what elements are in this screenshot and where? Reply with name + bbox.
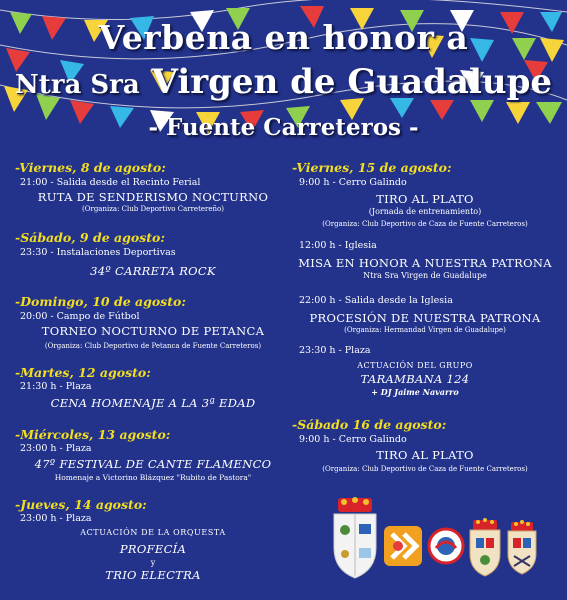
coat-of-arms-small-icon-2 bbox=[508, 520, 536, 574]
date-sabado-16: -Sábado 16 de agosto: bbox=[292, 417, 447, 432]
event-ruta-senderismo: RUTA DE SENDERISMO NOCTURNO bbox=[37, 190, 269, 204]
date-martes-12: -Martes, 12 agosto: bbox=[15, 365, 151, 380]
time-sabado-9: 23:30 - Instalaciones Deportivas bbox=[20, 247, 176, 258]
org-domingo-10: (Organiza: Club Deportivo de Petanca de Fuente Carreteros) bbox=[44, 342, 262, 350]
time-viernes-8: 21:00 - Salida desde el Recinto Ferial bbox=[20, 177, 201, 188]
time-jueves-14: 23:00 h - Plaza bbox=[20, 513, 92, 524]
event-procesion: PROCESIÓN DE NUESTRA PATRONA bbox=[309, 311, 541, 325]
event-festival-cante: 47º FESTIVAL DE CANTE FLAMENCO bbox=[34, 457, 272, 471]
date-jueves-14: -Jueves, 14 agosto: bbox=[15, 497, 147, 512]
event-torneo-petanca: TORNEO NOCTURNO DE PETANCA bbox=[41, 324, 265, 338]
org-procesion: (Organiza: Hermandad Virgen de Guadalupe) bbox=[344, 326, 506, 334]
date-sabado-9: -Sábado, 9 de agosto: bbox=[15, 230, 165, 245]
band-profecia: PROFECÍA bbox=[119, 542, 187, 556]
date-domingo-10: -Domingo, 10 de agosto: bbox=[15, 294, 186, 309]
event-misa: MISA EN HONOR A NUESTRA PATRONA bbox=[298, 256, 552, 270]
date-viernes-15: -Viernes, 15 de agosto: bbox=[292, 160, 452, 175]
band-trio-electra: TRIO ELECTRA bbox=[105, 568, 201, 582]
intro-orquesta: ACTUACIÓN DE LA ORQUESTA bbox=[80, 528, 226, 537]
coat-of-arms-small-icon bbox=[470, 518, 500, 576]
date-viernes-8: -Viernes, 8 de agosto: bbox=[15, 160, 166, 175]
sponsor-logos bbox=[328, 496, 563, 588]
org-viernes-8: (Organiza: Club Deportivo Carretereño) bbox=[82, 205, 224, 213]
event-tiro-plato-15: TIRO AL PLATO bbox=[376, 192, 474, 206]
time-procesion: 22:00 h - Salida desde la Iglesia bbox=[299, 295, 453, 306]
date-miercoles-13: -Miércoles, 13 agosto: bbox=[15, 427, 171, 442]
time-tarambana: 23:30 h - Plaza bbox=[299, 345, 371, 356]
club-logo-icon bbox=[384, 526, 422, 566]
time-martes-12: 21:30 h - Plaza bbox=[20, 381, 92, 392]
time-domingo-10: 20:00 - Campo de Fútbol bbox=[20, 311, 140, 322]
sub-dj-jaime: + DJ Jaime Navarro bbox=[371, 387, 459, 397]
time-miercoles-13: 23:00 h - Plaza bbox=[20, 443, 92, 454]
event-carreta-rock: 34º CARRETA ROCK bbox=[90, 264, 216, 278]
sub-ntra-sra: Ntra Sra Virgen de Guadalupe bbox=[363, 271, 487, 280]
event-cena-homenaje: CENA HOMENAJE A LA 3ª EDAD bbox=[50, 396, 256, 410]
org-tiro-plato-16: (Organiza: Club Deportivo de Caza de Fuente Carreteros) bbox=[322, 465, 528, 473]
title-virgen: Virgen de Guadalupe bbox=[151, 62, 552, 102]
time-tiro-plato-16: 9:00 h - Cerro Galindo bbox=[299, 434, 407, 445]
time-tiro-plato-15: 9:00 h - Cerro Galindo bbox=[299, 177, 407, 188]
sub-homenaje-victorino: Homenaje a Victorino Blázquez "Rubito de Pastora" bbox=[54, 473, 252, 482]
band-and: y bbox=[150, 558, 156, 567]
coat-of-arms-icon bbox=[334, 497, 376, 578]
event-tarambana: TARAMBANA 124 bbox=[360, 372, 470, 386]
poster-title-line3: - Fuente Carreteros - bbox=[148, 114, 419, 141]
sub-jornada-entrenamiento: (Jornada de entrenamiento) bbox=[368, 207, 482, 216]
intro-grupo: ACTUACIÓN DEL GRUPO bbox=[357, 361, 473, 370]
circular-emblem-icon bbox=[429, 529, 463, 563]
org-tiro-plato-15: (Organiza: Club Deportivo de Caza de Fuente Carreteros) bbox=[322, 220, 528, 228]
title-ntra-sra: Ntra Sra bbox=[15, 70, 140, 100]
poster-title-line1: Verbena en honor a bbox=[98, 18, 469, 57]
event-tiro-plato-16: TIRO AL PLATO bbox=[376, 448, 474, 462]
poster-title-line2 bbox=[0, 62, 567, 102]
time-misa: 12:00 h - Iglesia bbox=[299, 240, 377, 251]
